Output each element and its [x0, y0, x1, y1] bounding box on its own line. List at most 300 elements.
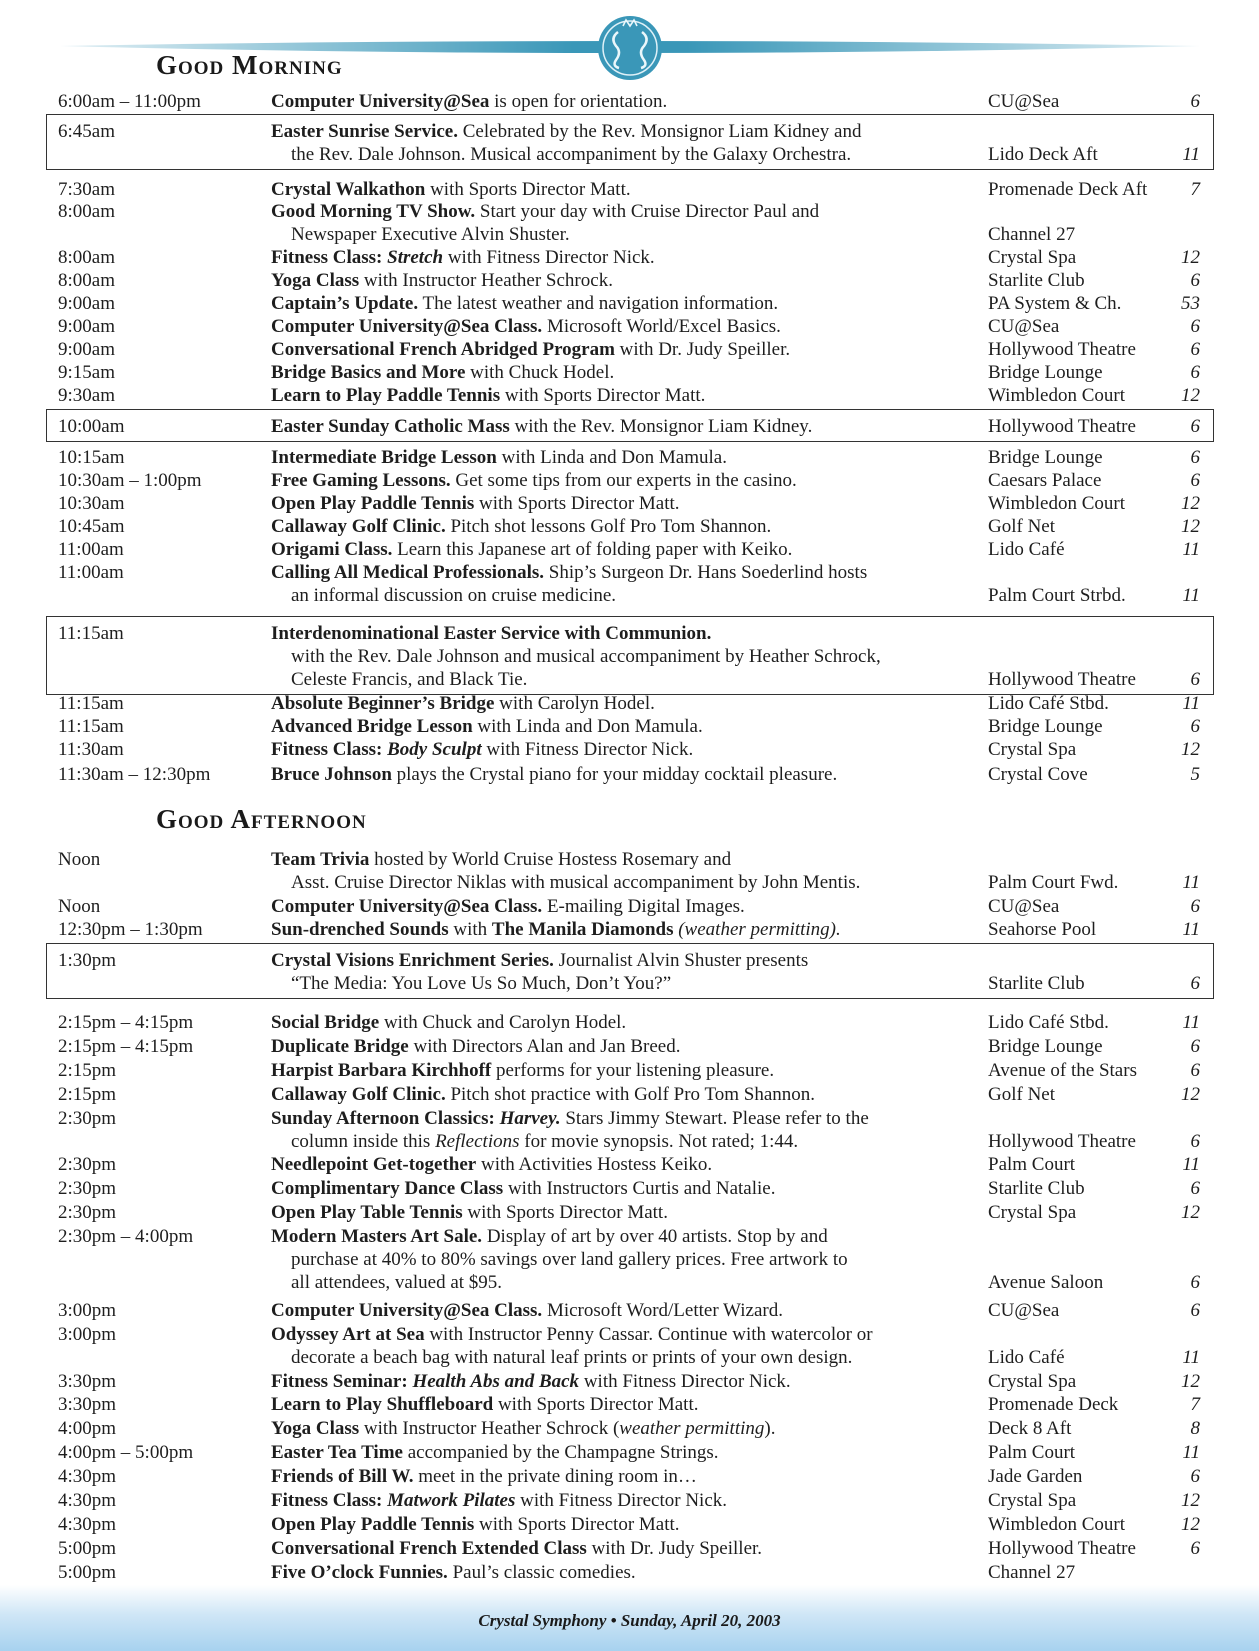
event-description [271, 338, 991, 361]
plain-text: Get some tips from our experts in the casino. [450, 470, 797, 491]
event-row [0, 1201, 1259, 1224]
description-line [271, 269, 991, 292]
event-venue: Wimbledon Court [988, 385, 1125, 406]
description-line [271, 1513, 991, 1536]
plain-text: with Fitness Director Nick. [579, 1371, 791, 1392]
event-description [271, 246, 991, 269]
event-row [0, 1153, 1259, 1176]
emphasis-text: Good Morning TV Show. [271, 201, 476, 222]
plain-text: with Fitness Director Nick. [443, 247, 655, 268]
event-venue: Promenade Deck Aft [988, 179, 1148, 200]
description-line [271, 763, 991, 786]
event-description [271, 492, 991, 515]
event-deck-number: 12 [1181, 1371, 1200, 1392]
emphasis-text: Complimentary Dance Class [271, 1178, 504, 1199]
description-line [271, 1059, 991, 1082]
event-row [0, 1011, 1259, 1034]
description-line [271, 1130, 991, 1153]
event-deck-number: 6 [1190, 1272, 1200, 1293]
description-line [271, 918, 991, 941]
event-row [0, 1059, 1259, 1082]
event-description [271, 1299, 991, 1322]
event-time: 11:15am [58, 693, 124, 714]
event-venue: Starlite Club [988, 270, 1085, 291]
description-line [271, 738, 991, 761]
event-time: 2:30pm – 4:00pm [58, 1226, 194, 1247]
event-venue: Bridge Lounge [988, 716, 1103, 737]
plain-text: “The Media: You Love Us So Much, Don’t You?” [291, 973, 672, 994]
event-deck-number: 11 [1182, 1012, 1200, 1033]
event-deck-number: 6 [1190, 1131, 1200, 1152]
event-description [271, 1537, 991, 1560]
plain-text: with Instructor Heather Schrock. [359, 270, 613, 291]
description-line [271, 1323, 991, 1346]
event-time: 9:30am [58, 385, 115, 406]
plain-text: with Sports Director Matt. [474, 1514, 680, 1535]
emphasis-text: Calling All Medical Professionals. [271, 562, 545, 583]
event-deck-number: 6 [1190, 973, 1200, 994]
event-venue: Lido Café Stbd. [988, 1012, 1109, 1033]
event-venue: Starlite Club [988, 1178, 1085, 1199]
description-line [271, 972, 991, 995]
event-time: 12:30pm – 1:30pm [58, 919, 203, 940]
plain-text: with Sports Director Matt. [474, 493, 680, 514]
event-description [271, 1225, 991, 1294]
plain-text: Pitch shot lessons Golf Pro Tom Shannon. [445, 516, 772, 537]
emphasis-text: Open Play Paddle Tennis [271, 1514, 475, 1535]
event-row [0, 949, 1259, 995]
event-deck-number: 6 [1190, 316, 1200, 337]
description-line [271, 949, 991, 972]
event-row [0, 918, 1259, 941]
event-deck-number: 6 [1190, 1538, 1200, 1559]
event-time: 2:15pm [58, 1084, 117, 1105]
event-row [0, 1561, 1259, 1584]
emphasis-text: Harpist Barbara Kirchhoff [271, 1060, 492, 1081]
emphasis-text: Social Bridge [271, 1012, 380, 1033]
event-row [0, 1177, 1259, 1200]
plain-text: with Sports Director Matt. [425, 179, 631, 200]
event-venue: Crystal Spa [988, 1490, 1077, 1511]
event-deck-number: 6 [1190, 91, 1200, 112]
event-row [0, 1107, 1259, 1153]
event-row [0, 1225, 1259, 1294]
plain-text: Display of art by over 40 artists. Stop by and [482, 1226, 828, 1247]
description-line [271, 1346, 991, 1369]
event-row [0, 1465, 1259, 1488]
description-line [271, 120, 991, 143]
description-line [271, 469, 991, 492]
event-deck-number: 12 [1181, 739, 1200, 760]
event-time: 3:00pm [58, 1324, 117, 1345]
event-deck-number: 6 [1190, 1466, 1200, 1487]
plain-text: with Sports Director Matt. [493, 1394, 699, 1415]
emphasis-text: Free Gaming Lessons. [271, 470, 451, 491]
event-time: Noon [58, 896, 101, 917]
emphasis-text: Intermediate Bridge Lesson [271, 447, 497, 468]
description-line [271, 292, 991, 315]
event-row [0, 561, 1259, 607]
emphasis-text: Conversational French Abridged Program [271, 339, 615, 360]
event-row [0, 1323, 1259, 1369]
event-row [0, 763, 1259, 786]
emphasis-text: Harvey. [499, 1108, 561, 1129]
event-time: 3:30pm [58, 1371, 117, 1392]
event-row [0, 738, 1259, 761]
event-venue: Palm Court Strbd. [988, 585, 1126, 606]
emphasis-text: Matwork Pilates [387, 1490, 516, 1511]
event-description [271, 763, 991, 786]
event-time: 3:00pm [58, 1300, 117, 1321]
event-venue: Golf Net [988, 1084, 1056, 1105]
event-deck-number: 6 [1190, 896, 1200, 917]
event-time: 9:00am [58, 293, 115, 314]
event-deck-number: 6 [1190, 447, 1200, 468]
event-description [271, 1035, 991, 1058]
event-venue: Deck 8 Aft [988, 1418, 1072, 1439]
plain-text: Learn this Japanese art of folding paper with Keiko. [392, 539, 793, 560]
emphasis-text: Open Play Table Tennis [271, 1202, 463, 1223]
plain-text: Ship’s Surgeon Dr. Hans Soederlind hosts [544, 562, 868, 583]
event-row [0, 269, 1259, 292]
event-row [0, 848, 1259, 894]
emphasis-text: Easter Sunday Catholic Mass [271, 416, 510, 437]
event-deck-number: 6 [1190, 416, 1200, 437]
event-deck-number: 12 [1181, 1490, 1200, 1511]
event-description [271, 1513, 991, 1536]
plain-text: with Chuck and Carolyn Hodel. [379, 1012, 627, 1033]
event-venue: Crystal Spa [988, 1371, 1077, 1392]
event-row [0, 515, 1259, 538]
event-time: 2:15pm – 4:15pm [58, 1036, 194, 1057]
event-venue: Jade Garden [988, 1466, 1083, 1487]
event-deck-number: 6 [1190, 669, 1200, 690]
event-time: 2:15pm – 4:15pm [58, 1012, 194, 1033]
event-description [271, 1107, 991, 1153]
event-time: 11:15am [58, 716, 124, 737]
event-description [271, 292, 991, 315]
plain-text: Journalist Alvin Shuster presents [553, 950, 809, 971]
event-row [0, 315, 1259, 338]
emphasis-text: Reflections [435, 1131, 520, 1152]
plain-text: an informal discussion on cruise medicine. [291, 585, 617, 606]
event-time: 2:30pm [58, 1178, 117, 1199]
event-row [0, 1513, 1259, 1536]
event-deck-number: 11 [1182, 585, 1200, 606]
description-line [271, 871, 991, 894]
event-row [0, 538, 1259, 561]
plain-text: purchase at 40% to 80% savings over land gallery prices. Free artwork to [291, 1249, 848, 1270]
event-time: 8:00am [58, 270, 115, 291]
event-description [271, 715, 991, 738]
event-venue: Lido Café [988, 539, 1065, 560]
event-venue: PA System & Ch. [988, 293, 1122, 314]
event-description [271, 1153, 991, 1176]
event-venue: Hollywood Theatre [988, 669, 1136, 690]
description-line [271, 848, 991, 871]
emphasis-text: Fitness Class: [271, 739, 388, 760]
plain-text: with Activities Hostess Keiko. [476, 1154, 713, 1175]
emphasis-text: Odyssey Art at Sea [271, 1324, 425, 1345]
event-deck-number: 11 [1182, 1442, 1200, 1463]
event-row [0, 120, 1259, 166]
event-deck-number: 12 [1181, 1514, 1200, 1535]
event-description [271, 200, 991, 246]
description-line [271, 1083, 991, 1106]
plain-text: Microsoft Word/Letter Wizard. [542, 1300, 783, 1321]
event-venue: Bridge Lounge [988, 362, 1103, 383]
event-venue: Palm Court [988, 1154, 1076, 1175]
event-venue: Channel 27 [988, 224, 1076, 245]
event-venue: Wimbledon Court [988, 493, 1125, 514]
event-description [271, 1059, 991, 1082]
event-deck-number: 6 [1190, 716, 1200, 737]
event-time: 8:00am [58, 201, 115, 222]
event-description [271, 1177, 991, 1200]
emphasis-text: Callaway Golf Clinic. [271, 516, 446, 537]
event-row [0, 715, 1259, 738]
plain-text: E-mailing Digital Images. [542, 896, 745, 917]
event-row [0, 415, 1259, 438]
description-line [271, 515, 991, 538]
event-description [271, 90, 991, 113]
event-time: 11:00am [58, 539, 124, 560]
event-time: 9:15am [58, 362, 115, 383]
event-description [271, 895, 991, 918]
plain-text: with Sports Director Matt. [500, 385, 706, 406]
event-deck-number: 6 [1190, 1060, 1200, 1081]
event-deck-number: 11 [1182, 1347, 1200, 1368]
event-deck-number: 12 [1181, 1084, 1200, 1105]
description-line [271, 384, 991, 407]
event-row [0, 1035, 1259, 1058]
plain-text: with Dr. Judy Speiller. [586, 1538, 763, 1559]
event-description [271, 1441, 991, 1464]
event-row [0, 1370, 1259, 1393]
event-description [271, 538, 991, 561]
event-description [271, 269, 991, 292]
plain-text: with Directors Alan and Jan Breed. [408, 1036, 681, 1057]
plain-text: with Linda and Don Mamula. [496, 447, 727, 468]
event-time: 10:30am – 1:00pm [58, 470, 202, 491]
event-description [271, 692, 991, 715]
event-venue: CU@Sea [988, 316, 1060, 337]
event-time: 4:00pm [58, 1418, 117, 1439]
event-time: 5:00pm [58, 1538, 117, 1559]
event-venue: Crystal Spa [988, 739, 1077, 760]
description-line [271, 1561, 991, 1584]
description-line [271, 1537, 991, 1560]
section-heading-afternoon: Good Afternoon [156, 804, 367, 834]
event-venue: Seahorse Pool [988, 919, 1097, 940]
emphasis-text: Friends of Bill W. [271, 1466, 414, 1487]
emphasis-text: Callaway Golf Clinic. [271, 1084, 446, 1105]
description-line [271, 645, 991, 668]
event-time: 2:30pm [58, 1154, 117, 1175]
emphasis-text: Yoga Class [271, 270, 360, 291]
event-deck-number: 11 [1182, 539, 1200, 560]
event-description [271, 949, 991, 995]
description-line [271, 1107, 991, 1130]
event-description [271, 446, 991, 469]
emphasis-text: Stretch [387, 247, 444, 268]
event-deck-number: 11 [1182, 144, 1200, 165]
description-line [271, 584, 991, 607]
plain-text: column inside this [291, 1131, 436, 1152]
description-line [271, 1035, 991, 1058]
event-deck-number: 7 [1190, 1394, 1200, 1415]
emphasis-text: Body Sculpt [387, 739, 482, 760]
description-line [271, 1225, 991, 1248]
description-line [271, 415, 991, 438]
event-deck-number: 6 [1190, 1036, 1200, 1057]
event-venue: Promenade Deck [988, 1394, 1119, 1415]
description-line [271, 338, 991, 361]
event-row [0, 178, 1259, 201]
event-row [0, 384, 1259, 407]
event-venue: Hollywood Theatre [988, 416, 1136, 437]
emphasis-text: Duplicate Bridge [271, 1036, 409, 1057]
description-line [271, 895, 991, 918]
event-time: 11:30am – 12:30pm [58, 764, 211, 785]
event-time: 4:30pm [58, 1490, 117, 1511]
event-deck-number: 12 [1181, 1202, 1200, 1223]
event-deck-number: 6 [1190, 339, 1200, 360]
description-line [271, 1011, 991, 1034]
event-deck-number: 11 [1182, 919, 1200, 940]
event-description [271, 918, 991, 941]
description-line [271, 1489, 991, 1512]
event-deck-number: 6 [1190, 1300, 1200, 1321]
event-venue: CU@Sea [988, 896, 1060, 917]
emphasis-text: Absolute Beginner’s Bridge [271, 693, 495, 714]
plain-text: Microsoft World/Excel Basics. [542, 316, 781, 337]
event-deck-number: 11 [1182, 693, 1200, 714]
emphasis-text: Fitness Class: [271, 1490, 388, 1511]
plain-text: Newspaper Executive Alvin Shuster. [291, 224, 570, 245]
plain-text: with the Rev. Monsignor Liam Kidney. [509, 416, 813, 437]
event-venue: Wimbledon Court [988, 1514, 1125, 1535]
section-heading-morning: Good Morning [156, 50, 343, 80]
plain-text: Start your day with Cruise Director Paul and [475, 201, 820, 222]
plain-text: ). [764, 1418, 776, 1439]
emphasis-text: Bridge Basics and More [271, 362, 466, 383]
description-line [271, 446, 991, 469]
event-row [0, 692, 1259, 715]
event-description [271, 1011, 991, 1034]
event-venue: Golf Net [988, 516, 1056, 537]
emphasis-text: Advanced Bridge Lesson [271, 716, 473, 737]
description-line [271, 1393, 991, 1416]
event-description [271, 1417, 991, 1440]
emphasis-text: Easter Sunrise Service. [271, 121, 458, 142]
emphasis-text: Health Abs and Back [412, 1371, 580, 1392]
event-venue: Starlite Club [988, 973, 1085, 994]
event-venue: Hollywood Theatre [988, 1538, 1136, 1559]
event-row [0, 1441, 1259, 1464]
event-row [0, 446, 1259, 469]
event-description [271, 469, 991, 492]
event-row [0, 1489, 1259, 1512]
event-time: 9:00am [58, 316, 115, 337]
event-deck-number: 7 [1190, 179, 1200, 200]
event-row [0, 492, 1259, 515]
description-line [271, 715, 991, 738]
description-line [271, 492, 991, 515]
event-time: 4:30pm [58, 1466, 117, 1487]
description-line [271, 178, 991, 201]
event-time: 4:30pm [58, 1514, 117, 1535]
event-venue: Palm Court Fwd. [988, 872, 1119, 893]
description-line [271, 223, 991, 246]
emphasis-text: Conversational French Extended Class [271, 1538, 587, 1559]
emphasis-text: Bruce Johnson [271, 764, 392, 785]
event-row [0, 895, 1259, 918]
description-line [271, 143, 991, 166]
event-row [0, 1393, 1259, 1416]
emphasis-text: Yoga Class [271, 1418, 360, 1439]
event-description [271, 1393, 991, 1416]
event-row [0, 200, 1259, 246]
emphasis-text: Learn to Play Shuffleboard [271, 1394, 494, 1415]
event-time: 7:30am [58, 179, 115, 200]
event-time: 6:45am [58, 121, 115, 142]
event-venue: Crystal Spa [988, 1202, 1077, 1223]
event-time: 1:30pm [58, 950, 117, 971]
emphasis-text: Modern Masters Art Sale. [271, 1226, 483, 1247]
event-row [0, 292, 1259, 315]
emphasis-text: The Manila Diamonds [491, 919, 674, 940]
event-venue: Palm Court [988, 1442, 1076, 1463]
event-description [271, 622, 991, 691]
event-description [271, 515, 991, 538]
description-line [271, 1248, 991, 1271]
plain-text: with Linda and Don Mamula. [472, 716, 703, 737]
event-row [0, 1417, 1259, 1440]
description-line [271, 1153, 991, 1176]
description-line [271, 622, 991, 645]
description-line [271, 1177, 991, 1200]
emphasis-text: Easter Tea Time [271, 1442, 403, 1463]
event-row [0, 338, 1259, 361]
event-description [271, 178, 991, 201]
plain-text: with Instructor Penny Cassar. Continue with watercolor or [424, 1324, 873, 1345]
plain-text: with Carolyn Hodel. [494, 693, 655, 714]
description-line [271, 561, 991, 584]
event-venue: Bridge Lounge [988, 447, 1103, 468]
event-deck-number: 6 [1190, 362, 1200, 383]
plain-text: decorate a beach bag with natural leaf prints or prints of your own design. [291, 1347, 853, 1368]
footer-text: Crystal Symphony • Sunday, April 20, 2003 [478, 1611, 781, 1630]
event-time: 2:30pm [58, 1108, 117, 1129]
event-deck-number: 6 [1190, 1178, 1200, 1199]
event-venue: Bridge Lounge [988, 1036, 1103, 1057]
description-line [271, 1299, 991, 1322]
event-deck-number: 53 [1181, 293, 1200, 314]
description-line [271, 361, 991, 384]
description-line [271, 1417, 991, 1440]
event-time: 6:00am – 11:00pm [58, 91, 201, 112]
event-venue: Lido Café Stbd. [988, 693, 1109, 714]
description-line [271, 90, 991, 113]
event-row [0, 90, 1259, 113]
event-row [0, 1537, 1259, 1560]
plain-text: with the Rev. Dale Johnson and musical accompaniment by Heather Schrock, [291, 646, 881, 667]
event-description [271, 561, 991, 607]
plain-text: with Chuck Hodel. [465, 362, 615, 383]
event-description [271, 1489, 991, 1512]
description-line [271, 538, 991, 561]
